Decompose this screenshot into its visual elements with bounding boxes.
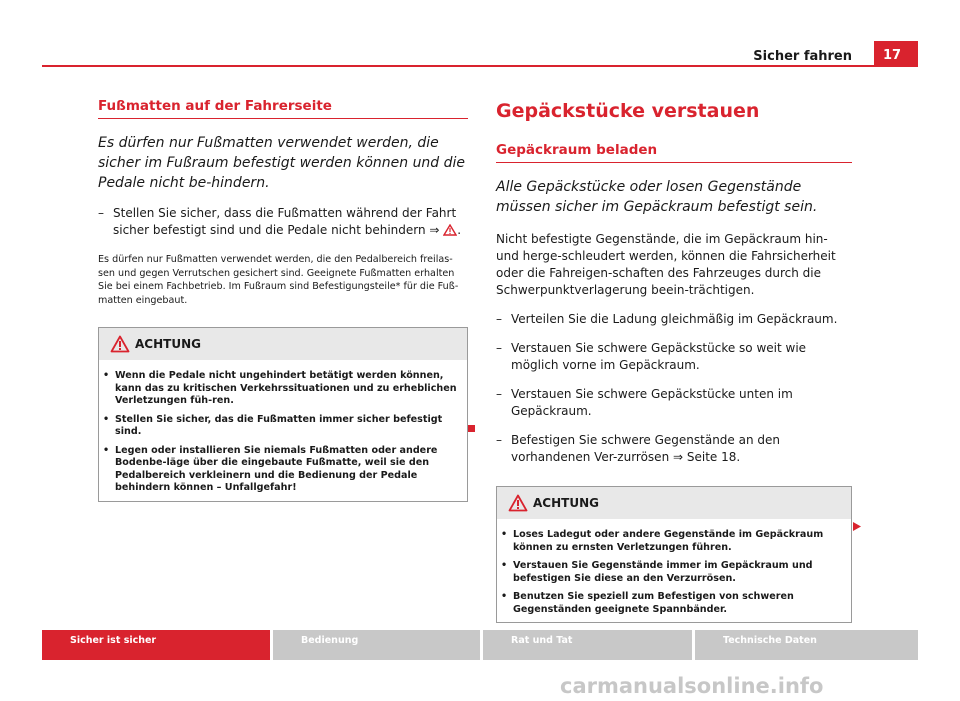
list-item: • Legen oder installieren Sie niemals Fußmatten oder andere Bodenbe-läge über die eingebaute Fußmatte, weil sie den Pedalbereich verkleinern und die Bedienung der Pedale behindern können – Unfallgefahr!	[103, 444, 438, 493]
warning-title: ACHTUNG	[135, 337, 201, 351]
intro-text: Alle Gepäckstücke oder losen Gegenstände müssen sicher im Gepäckraum befestigt sein.	[496, 179, 818, 215]
footer-tab-bedienung[interactable]: Bedienung	[273, 630, 480, 660]
warning-triangle-icon	[110, 335, 130, 353]
warning-header	[99, 328, 467, 360]
header-rule	[42, 65, 918, 67]
section-heading-gepaeckraum: Gepäckraum beladen	[496, 142, 852, 163]
warning-body	[497, 519, 851, 622]
warning-triangle-icon[interactable]	[443, 224, 457, 236]
right-column	[496, 98, 852, 623]
warning-title: ACHTUNG	[533, 496, 599, 510]
watermark: carmanualsonline.info	[560, 674, 824, 698]
list-item: • Loses Ladegut oder andere Gegenstände im Gepäckraum können zu ernsten Verletzungen führen.	[501, 529, 824, 553]
list-item: • Benutzen Sie speziell zum Befestigen von schweren Gegenständen geeignete Spannbänder.	[501, 591, 794, 615]
left-column	[98, 98, 468, 502]
bullet-end: .	[457, 223, 462, 237]
list-item[interactable]: – Befestigen Sie schwere Gegenstände an den vorhandenen Ver-zurrösen ⇒ Seite 18.	[496, 433, 780, 464]
continue-arrow-icon[interactable]	[853, 522, 861, 531]
list-item: – Verstauen Sie schwere Gepäckstücke so weit wie möglich vorne im Gepäckraum.	[496, 341, 807, 372]
small-note: Es dürfen nur Fußmatten verwendet werden, die den Pedalbereich freilas-sen und gegen Verrutschen gesichert sind. Geeignete Fußmatten erhalten Sie bei einem Fachbetrieb. Im Fußraum sind Befestigungsteile* für die Fuß-matten eingebaut.	[98, 254, 459, 306]
chapter-heading: Gepäckstücke verstauen	[496, 100, 760, 122]
bullet-text: Stellen Sie sicher, dass die Fußmatten während der Fahrt sicher befestigt sind und die Pedale nicht behindern ⇒	[113, 206, 457, 237]
list-item: – Verteilen Sie die Ladung gleichmäßig im Gepäckraum.	[496, 312, 838, 326]
section-end-marker	[468, 425, 475, 432]
list-item: • Stellen Sie sicher, das die Fußmatten immer sicher befestigt sind.	[103, 413, 443, 437]
warning-header	[497, 487, 851, 519]
list-item: • Verstauen Sie Gegenstände immer im Gepäckraum und befestigen Sie diese an den Verzurrösen.	[501, 560, 813, 584]
footer-tab-rat-und-tat[interactable]: Rat und Tat	[483, 630, 692, 660]
running-header-title: Sicher fahren	[753, 49, 852, 64]
list-item: • Wenn die Pedale nicht ungehindert betätigt werden können, kann das zu kritischen Verkehrssituationen und zu erheblichen Verletzungen füh-ren.	[103, 370, 457, 406]
footer-tab-technische-daten[interactable]: Technische Daten	[695, 630, 918, 660]
list-item: – Verstauen Sie schwere Gepäckstücke unten im Gepäckraum.	[496, 387, 793, 418]
footer-tab-sicher-ist-sicher[interactable]: Sicher ist sicher	[42, 630, 270, 660]
page-number: 17	[874, 41, 918, 67]
warning-triangle-icon	[508, 494, 528, 512]
intro-text: Es dürfen nur Fußmatten verwendet werden, die sicher im Fußraum befestigt werden können und die Pedale nicht be-hindern.	[98, 135, 466, 191]
warning-box	[98, 327, 468, 502]
list-item: – Stellen Sie sicher, dass die Fußmatten während der Fahrt sicher befestigt sind und die Pedale nicht behindern ⇒ .	[98, 206, 462, 237]
body-text: Nicht befestigte Gegenstände, die im Gepäckraum hin- und herge-schleudert werden, können die Fahrsicherheit oder die Fahreigen-schaften des Fahrzeuges durch die Schwerpunktverlagerung beein-trächtigen.	[496, 232, 836, 297]
warning-body	[99, 360, 467, 501]
section-heading-fussmatten: Fußmatten auf der Fahrerseite	[98, 98, 468, 119]
warning-box	[496, 486, 852, 623]
